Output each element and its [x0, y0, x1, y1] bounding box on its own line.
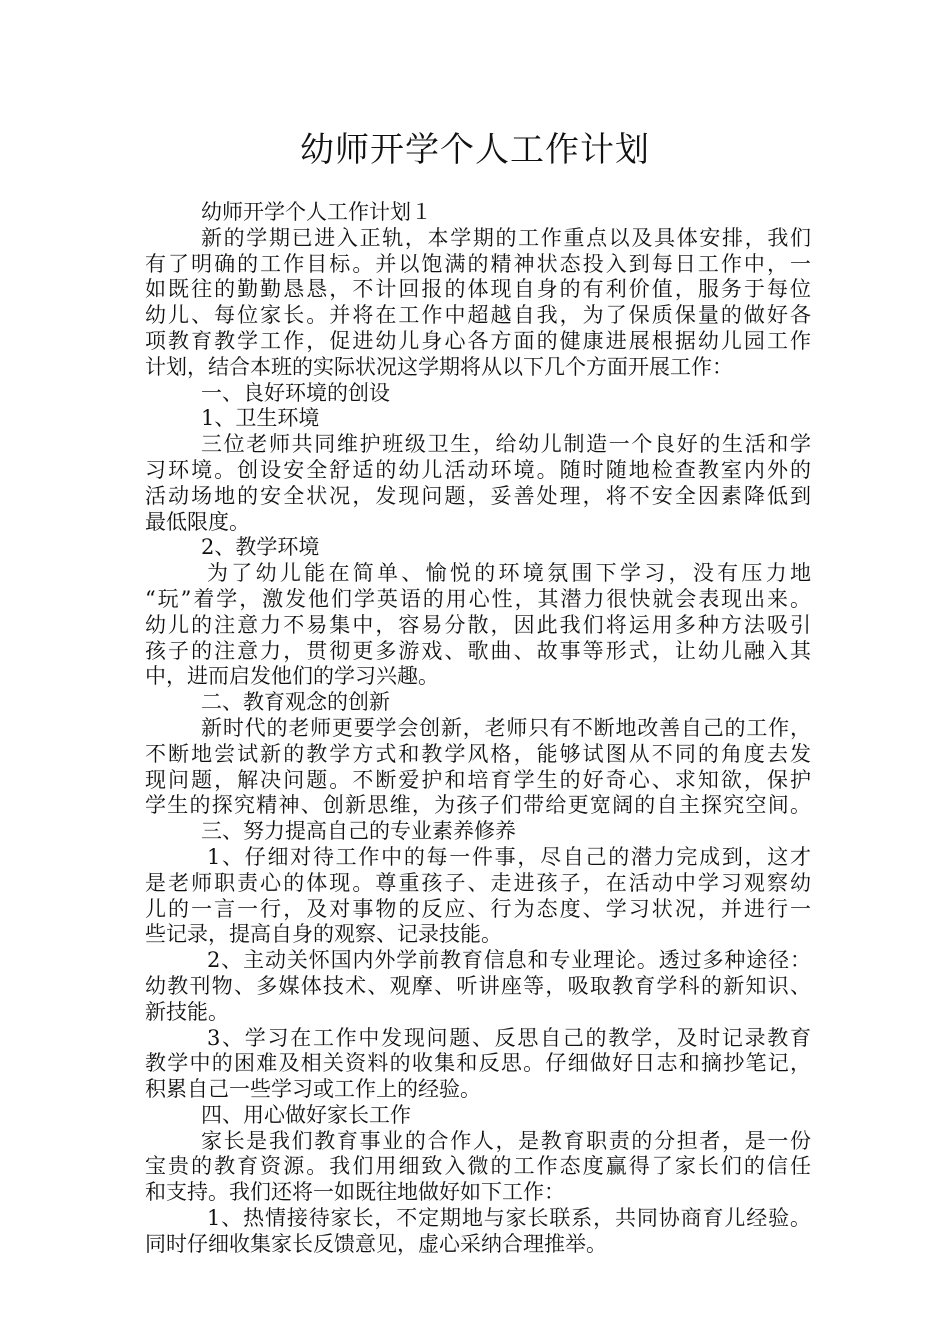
- text-line: 同时仔细收集家长反馈意见，虚心采纳合理推举。: [145, 1231, 607, 1256]
- text-line: 幼教刊物、多媒体技术、观摩、听讲座等，吸取教育学科的新知识、: [145, 973, 811, 998]
- text-line: 最低限度。: [145, 509, 250, 534]
- text-line: 3、学习在工作中发现问题、反思自己的教学，及时记录教育: [207, 1025, 811, 1050]
- text-line: 项教育教学工作，促进幼儿身心各方面的健康进展根据幼儿园工作: [145, 328, 811, 353]
- text-line: 和支持。我们还将一如既往地做好如下工作：: [145, 1180, 565, 1205]
- document-title: 幼师开学个人工作计划: [300, 130, 650, 170]
- text-line: 一、良好环境的创设: [201, 380, 390, 405]
- text-line: 如既往的勤勤恳恳，不计回报的体现自身的有利价值，服务于每位: [145, 277, 811, 302]
- text-line: 三、努力提高自己的专业素养修养: [201, 819, 516, 844]
- text-line: 现问题，解决问题。不断爱护和培育学生的好奇心、求知欲，保护: [145, 767, 811, 792]
- text-line: 2、主动关怀国内外学前教育信息和专业理论。透过多种途径：: [207, 948, 811, 973]
- text-line: 新技能。: [145, 999, 229, 1024]
- text-line: “玩”着学，激发他们学英语的用心性，其潜力很快就会表现出来。: [145, 586, 811, 611]
- text-line: 习环境。创设安全舒适的幼儿活动环境。随时随地检查教室内外的: [145, 457, 811, 482]
- text-line: 为了幼儿能在简单、愉悦的环境氛围下学习，没有压力地: [207, 561, 811, 586]
- text-line: 些记录，提高自身的观察、记录技能。: [145, 922, 502, 947]
- text-line: 1、卫生环境: [201, 406, 320, 431]
- text-line: 新时代的老师更要学会创新，老师只有不断地改善自己的工作，: [201, 715, 811, 740]
- text-line: 活动场地的安全状况，发现问题，妥善处理，将不安全因素降低到: [145, 483, 811, 508]
- text-line: 教学中的困难及相关资料的收集和反思。仔细做好日志和摘抄笔记，: [145, 1051, 811, 1076]
- text-line: 宝贵的教育资源。我们用细致入微的工作态度赢得了家长们的信任: [145, 1154, 811, 1179]
- text-line: 三位老师共同维护班级卫生，给幼儿制造一个良好的生活和学: [201, 432, 811, 457]
- text-line: 不断地尝试新的教学方式和教学风格，能够试图从不同的角度去发: [145, 741, 811, 766]
- text-line: 是老师职责心的体现。尊重孩子、走进孩子，在活动中学习观察幼: [145, 870, 811, 895]
- text-line: 幼儿、每位家长。并将在工作中超越自我，为了保质保量的做好各: [145, 303, 811, 328]
- text-line: 二、教育观念的创新: [201, 690, 390, 715]
- text-line: 1、热情接待家长，不定期地与家长联系，共同协商育儿经验。: [207, 1206, 811, 1231]
- text-line: 新的学期已进入正轨，本学期的工作重点以及具体安排，我们: [201, 225, 811, 250]
- text-line: 孩子的注意力，贯彻更多游戏、歌曲、故事等形式，让幼儿融入其: [145, 638, 811, 663]
- text-line: 积累自己一些学习或工作上的经验。: [145, 1077, 481, 1102]
- text-line: 四、用心做好家长工作: [201, 1102, 411, 1127]
- text-line: 中，进而启发他们的学习兴趣。: [145, 664, 439, 689]
- text-line: 幼儿的注意力不易集中，容易分散，因此我们将运用多种方法吸引: [145, 612, 811, 637]
- text-line: 有了明确的工作目标。并以饱满的精神状态投入到每日工作中，一: [145, 251, 811, 276]
- text-line: 儿的一言一行，及对事物的反应、行为态度、学习状况，并进行一: [145, 896, 811, 921]
- document-body: [145, 200, 811, 1258]
- text-line: 学生的探究精神、创新思维，为孩子们带给更宽阔的自主探究空间。: [145, 793, 811, 818]
- text-line: 1、仔细对待工作中的每一件事，尽自己的潜力完成到，这才: [207, 844, 811, 869]
- text-line: 计划，结合本班的实际状况这学期将从以下几个方面开展工作：: [145, 354, 733, 379]
- text-line: 2、教学环境: [201, 535, 320, 560]
- text-line: 幼师开学个人工作计划１: [201, 200, 432, 224]
- text-line: 家长是我们教育事业的合作人，是教育职责的分担者，是一份: [201, 1128, 811, 1153]
